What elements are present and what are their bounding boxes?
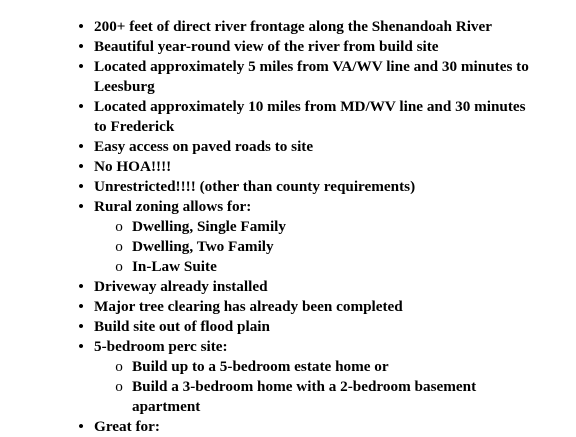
- bullet-icon: •: [78, 98, 84, 115]
- list-item-text: Build site out of flood plain: [94, 318, 270, 335]
- sub-bullet-icon: o: [115, 358, 123, 375]
- bullet-icon: •: [78, 158, 84, 175]
- list-item-text: Unrestricted!!!! (other than county requirements): [94, 178, 416, 195]
- sub-list-item-text: Dwelling, Single Family: [132, 218, 286, 235]
- list-item-text: Rural zoning allows for:: [94, 198, 252, 215]
- list-item-text: 200+ feet of direct river frontage along the Shenandoah River: [94, 18, 492, 35]
- sub-bullet-icon: o: [115, 218, 123, 235]
- sub-bullet-icon: o: [115, 238, 123, 255]
- list-item-text: No HOA!!!!: [94, 158, 172, 175]
- bullet-icon: •: [78, 138, 84, 155]
- list-item-text: Great for:: [94, 418, 160, 435]
- sub-list-item-text: Dwelling, Two Family: [132, 238, 274, 255]
- bullet-icon: •: [78, 58, 84, 75]
- bullet-icon: •: [78, 18, 84, 35]
- sub-bullet-icon: o: [115, 258, 123, 275]
- sub-bullet-icon: o: [115, 378, 123, 395]
- bullet-icon: •: [78, 38, 84, 55]
- list-item-text: Beautiful year-round view of the river from build site: [94, 38, 439, 55]
- list-item-text: Major tree clearing has already been completed: [94, 298, 403, 315]
- bullet-icon: •: [78, 198, 84, 215]
- sub-list-item-text: In-Law Suite: [132, 258, 217, 275]
- list-item-text: Driveway already installed: [94, 278, 268, 295]
- list-item-text: Located approximately 10 miles from MD/WV line and 30 minutes: [94, 98, 526, 115]
- bullet-icon: •: [78, 178, 84, 195]
- list-item-text: Located approximately 5 miles from VA/WV line and 30 minutes to: [94, 58, 529, 75]
- list-item-text: 5-bedroom perc site:: [94, 338, 228, 355]
- bullet-icon: •: [78, 278, 84, 295]
- bullet-icon: •: [78, 318, 84, 335]
- sub-list-item-text: apartment: [132, 398, 201, 415]
- bullet-icon: •: [78, 298, 84, 315]
- bullet-icon: •: [78, 418, 84, 435]
- sub-list-item-text: Build up to a 5-bedroom estate home or: [132, 358, 389, 375]
- list-item-text: Leesburg: [94, 78, 155, 95]
- list-item-text: Easy access on paved roads to site: [94, 138, 314, 155]
- list-item-text: to Frederick: [94, 118, 175, 135]
- bullet-icon: •: [78, 338, 84, 355]
- sub-list-item-text: Build a 3-bedroom home with a 2-bedroom basement: [132, 378, 477, 395]
